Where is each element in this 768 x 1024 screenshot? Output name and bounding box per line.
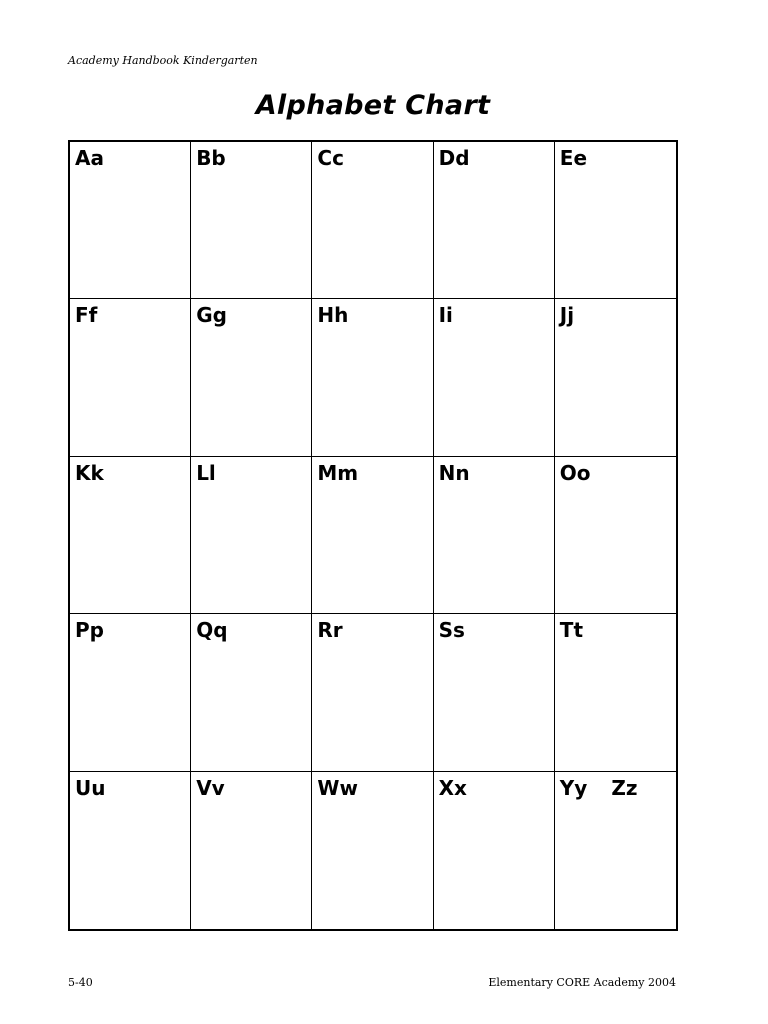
chart-cell: [434, 614, 555, 771]
chart-cell: [312, 614, 433, 771]
page-title: Alphabet Chart: [255, 90, 491, 121]
cell-letters: Kk: [75, 460, 104, 485]
cell-letters: Cc: [317, 146, 344, 170]
chart-cell: [70, 457, 191, 614]
cell-letters: Mm: [317, 460, 359, 485]
cell-letters: Bb: [196, 146, 226, 170]
chart-cell: [434, 142, 555, 299]
chart-cell: [191, 457, 312, 614]
chart-cell: [555, 614, 676, 771]
cell-letters: Dd: [438, 146, 470, 170]
chart-cell: [191, 299, 312, 456]
cell-letters-extra: Zz: [611, 775, 638, 800]
cell-letters: Yy: [559, 775, 588, 800]
chart-cell: [555, 299, 676, 456]
cell-letters: Uu: [75, 775, 106, 800]
chart-cell: [312, 772, 433, 929]
cell-letters: Aa: [75, 146, 104, 170]
chart-cell: [70, 299, 191, 456]
cell-letters: Ii: [438, 303, 453, 328]
cell-letters: Vv: [196, 775, 225, 800]
chart-cell: [434, 299, 555, 456]
chart-cell: [434, 772, 555, 929]
header-note: Academy Handbook Kindergarten: [68, 54, 258, 67]
chart-cell: [70, 772, 191, 929]
cell-letters: Gg: [196, 303, 227, 328]
cell-letters: Ll: [196, 460, 216, 485]
chart-cell: [555, 142, 676, 299]
cell-letters: Qq: [196, 618, 228, 643]
footer-page-number: 5-40: [68, 976, 93, 989]
cell-letters: Tt: [559, 618, 583, 643]
alphabet-chart-grid: [68, 140, 678, 931]
chart-cell: [312, 142, 433, 299]
chart-cell: [70, 142, 191, 299]
cell-letters: Ww: [317, 775, 358, 800]
cell-letters: Hh: [317, 303, 349, 328]
footer-source: Elementary CORE Academy 2004: [488, 976, 676, 989]
cell-letters: Xx: [438, 775, 467, 800]
cell-letters: Ee: [559, 146, 588, 170]
cell-letters: Ff: [75, 303, 98, 328]
cell-letters: Rr: [317, 618, 343, 643]
chart-cell: [191, 772, 312, 929]
chart-cell: [70, 614, 191, 771]
cell-letters: Oo: [559, 460, 591, 485]
chart-cell: [555, 457, 676, 614]
chart-cell: [434, 457, 555, 614]
chart-cell: [555, 772, 676, 929]
cell-letters: Ss: [438, 618, 465, 643]
chart-cell: [191, 142, 312, 299]
chart-cell: [312, 299, 433, 456]
cell-letters: Nn: [438, 460, 470, 485]
cell-letters: Pp: [75, 618, 104, 643]
cell-letters: Jj: [559, 303, 575, 328]
chart-cell: [191, 614, 312, 771]
chart-cell: [312, 457, 433, 614]
